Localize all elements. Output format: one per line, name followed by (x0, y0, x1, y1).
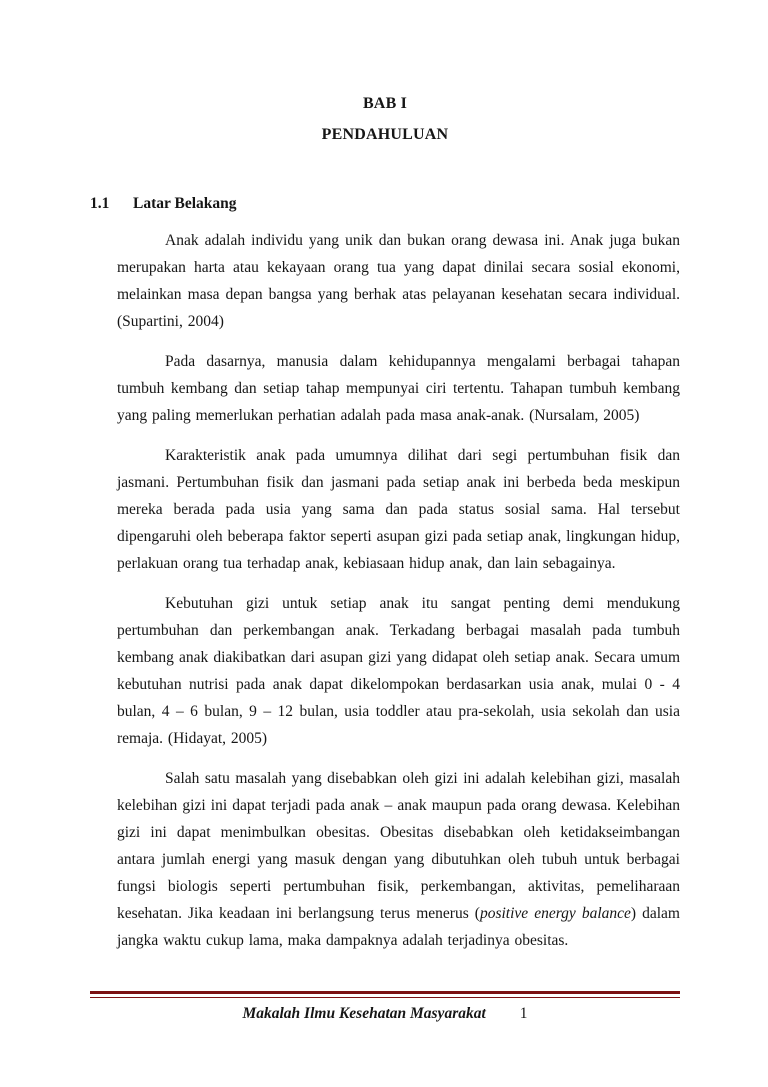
paragraph-5-text-before: Salah satu masalah yang disebabkan oleh gizi ini adalah kelebihan gizi, masalah kelebihan gizi ini dapat terjadi pada anak – anak maupun pada orang dewasa. Kelebihan gizi ini dapat menimbulkan obesitas. Obesitas disebabkan oleh ketidakseimbangan antara jumlah energi yang masuk dengan yang dibutuhkan oleh tubuh untuk berbagai fungsi biologis seperti pertumbuhan fisik, perkembangan, aktivitas, pemeliharaan kesehatan. Jika keadaan ini berlangsung terus menerus ( (117, 770, 680, 922)
body-text (90, 227, 680, 954)
paragraph-3: Karakteristik anak pada umumnya dilihat dari segi pertumbuhan fisik dan jasmani. Pertumbuhan fisik dan jasmani pada setiap anak ini berbeda beda meskipun mereka berada pada usia yang sama dan pada status sosial sama. Hal tersebut dipengaruhi oleh beberapa faktor seperti asupan gizi pada setiap anak, lingkungan hidup, perlakuan orang tua terhadap anak, kebiasaan hidup anak, dan lain sebagainya. (117, 447, 680, 572)
paragraph-5-text-after: ) dalam jangka waktu cukup lama, maka dampaknya adalah terjadinya obesitas. (117, 905, 680, 949)
footer-text-row (90, 1005, 680, 1023)
chapter-name-title: PENDAHULUAN (321, 126, 449, 143)
paragraph-4: Kebutuhan gizi untuk setiap anak itu sangat penting demi mendukung pertumbuhan dan perkembangan anak. Terkadang berbagai masalah pada tumbuh kembang anak diakibatkan dari asupan gizi yang didapat oleh setiap anak. Secara umum kebutuhan nutrisi pada anak dapat dikelompokan berdasarkan usia anak, mulai 0 - 4 bulan, 4 – 6 bulan, 9 – 12 bulan, usia toddler atau pra-sekolah, usia sekolah dan usia remaja. (Hidayat, 2005) (117, 595, 680, 747)
footer-document-title: Makalah Ilmu Kesehatan Masyarakat (242, 1005, 486, 1022)
section-heading (90, 194, 680, 214)
section-number: 1.1 (90, 195, 110, 212)
section-title: Latar Belakang (133, 195, 237, 212)
chapter-title-block (90, 88, 680, 150)
paragraph-5 (117, 765, 680, 954)
paragraph-2: Pada dasarnya, manusia dalam kehidupannya mengalami berbagai tahapan tumbuh kembang dan setiap tahap mempunyai ciri tertentu. Tahapan tumbuh kembang yang paling memerlukan perhatian adalah pada masa anak-anak. (Nursalam, 2005) (117, 353, 680, 424)
chapter-number-title: BAB I (362, 95, 408, 112)
footer-page-number: 1 (519, 1005, 528, 1022)
paragraph-5-italic-phrase: positive energy balance (479, 905, 631, 922)
footer-divider-rule (90, 991, 680, 998)
paragraph-1: Anak adalah individu yang unik dan bukan orang dewasa ini. Anak juga bukan merupakan harta atau kekayaan orang tua yang dapat dinilai secara sosial ekonomi, melainkan masa depan bangsa yang berhak atas pelayanan kesehatan secara individual. (Supartini, 2004) (117, 232, 680, 330)
page-footer (90, 991, 680, 1023)
